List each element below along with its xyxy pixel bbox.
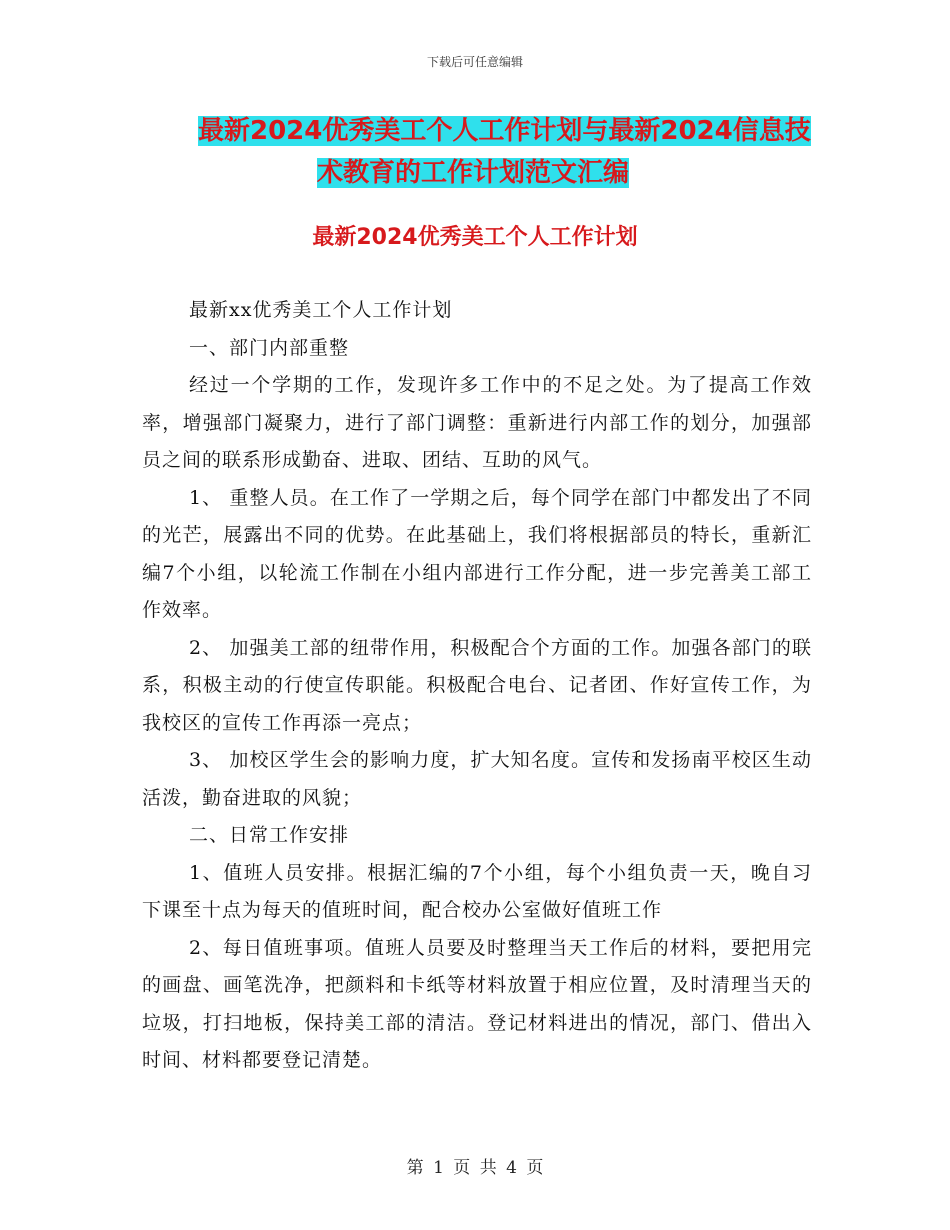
section-title: 最新2024优秀美工个人工作计划 [312,225,638,250]
paragraph: 一、部门内部重整 [189,336,350,359]
title-line-1: 最新2024优秀美工个人工作计划与最新2024信息技 [198,116,811,146]
paragraph: 2、每日值班事项。值班人员要及时整理当天工作后的材料，要把用完的画盘、画笔洗净，把颜料和卡纸等材料放置于相应位置，及时清理当天的垃圾，打扫地板，保持美工部的清洁。登记材料进出的情况，部门、借出入时间、材料都要登记清楚。 [142,936,812,1071]
paragraph: 经过一个学期的工作，发现许多工作中的不足之处。为了提高工作效率，增强部门凝聚力，进行了部门调整：重新进行内部工作的划分，加强部员之间的联系形成勤奋、进取、团结、互助的风气。 [142,374,812,471]
paragraph: 1、值班人员安排。根据汇编的7个小组，每个小组负责一天，晚自习下课至十点为每天的值班时间，配合校办公室做好值班工作 [142,861,812,921]
document-title [198,110,818,194]
paragraph: 最新xx优秀美工个人工作计划 [189,299,453,321]
header-note: 下载后可任意编辑 [426,55,523,69]
paragraph: 1、 重整人员。在工作了一学期之后，每个同学在部门中都发出了不同的光芒，展露出不同的优势。在此基础上，我们将根据部员的特长，重新汇编7个小组，以轮流工作制在小组内部进行工作分配，进一步完善美工部工作效率。 [142,486,812,621]
paragraph: 3、 加校区学生会的影响力度，扩大知名度。宣传和发扬南平校区生动活泼，勤奋进取的风貌； [142,749,812,809]
document-body [142,292,812,1080]
paragraph: 2、 加强美工部的纽带作用，积极配合个方面的工作。加强各部门的联系，积极主动的行使宣传职能。积极配合电台、记者团、作好宣传工作，为我校区的宣传工作再添一亮点； [142,636,812,734]
page-footer: 第 1 页 共 4 页 [406,1158,544,1178]
title-line-2: 术教育的工作计划范文汇编 [317,158,630,188]
paragraph: 二、日常工作安排 [189,824,350,846]
